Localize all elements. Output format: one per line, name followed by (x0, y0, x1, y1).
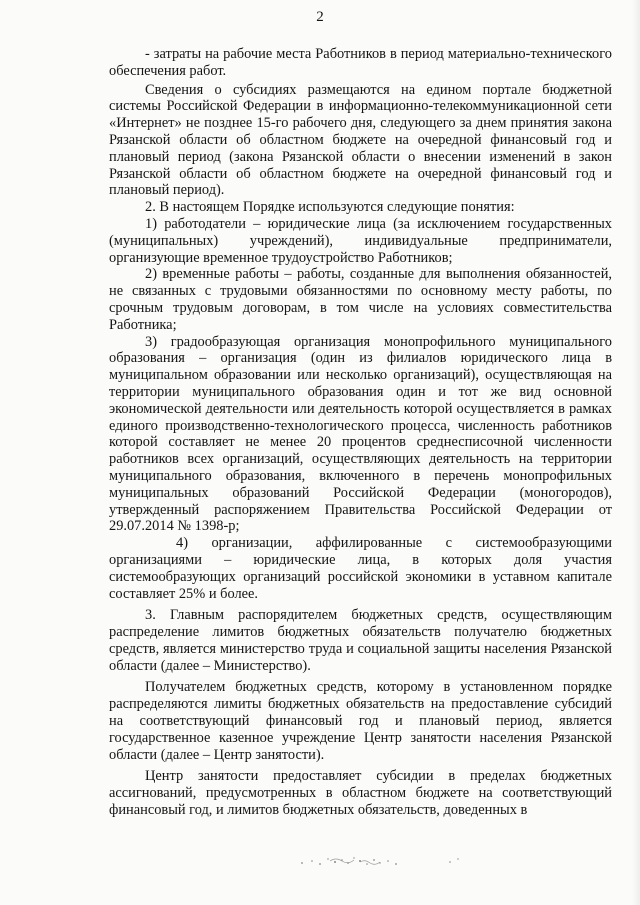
paragraph-employment-center: Центр занятости предоставляет субсидии в пределах бюджетных ассигнований, предусмотренных в областном бюджете на соответствующий финансовый год, и лимитов бюджетных обязательств, доведенных в (109, 768, 612, 819)
scan-artifact-mark (290, 849, 470, 871)
paragraph-recipient: Получателем бюджетных средств, которому в установленном порядке распределяются лимиты бюджетных обязательств на предоставление субсидий на соответствующий финансовый год и плановый период, является государственное казенное учреждение Центр занятости населения Рязанской области (далее – Центр занятости). (109, 679, 612, 763)
paragraph-main-manager: 3. Главным распорядителем бюджетных средств, осуществляющим распределение лимитов бюджетных обязательств получателю бюджетных средств, является министерство труда и социальной защиты населения Рязанской области (далее – Министерство). (109, 607, 612, 674)
scan-edge-shadow (632, 0, 640, 905)
paragraph-definitions-heading: 2. В настоящем Порядке используются следующие понятия: (145, 199, 515, 216)
paragraph-affiliated-organizations: 4) организации, аффилированные с системообразующими организациями – юридические лица, в которых доля участия системообразующих организаций российской экономики в уставном капитале составляет 25% и более. (109, 535, 612, 602)
paragraph-work-costs: - затраты на рабочие места Работников в период материально-технического обеспечения работ. (109, 46, 612, 79)
paragraph-employers: 1) работодатели – юридические лица (за исключением государственных (муниципальных) учреждений), индивидуальные предприниматели, организующие временное трудоустройство Работников; (109, 215, 612, 266)
paragraph-town-forming-organization: 3) градообразующая организация монопрофильного муниципального образования – организация (один из филиалов юридического лица в муниципальном образовании или несколько организаций), осуществляющая на территории муниципального образования один и тот же вид основной экономической деятельности или деятельность которой осуществляется в рамках единого производственно-технологического процесса, численность работников которой составляет не менее 20 процентов среднесписочной численности работников всех организаций, осуществляющих деятельность на территории муниципального образования, включенного в перечень монопрофильных муниципальных образований Российской Федерации (моногородов), утвержденный распоряжением Правительства Российской Федерации от 29.07.2014 № 1398-р; (109, 333, 612, 535)
page-number: 2 (316, 9, 324, 25)
document-body (109, 46, 612, 819)
paragraph-subsidy-info: Сведения о субсидиях размещаются на едином портале бюджетной системы Российской Федерации в информационно-телекоммуникационной сети «Интернет» не позднее 15-го рабочего дня, следующего за днем принятия закона Рязанской области об областном бюджете на очередной финансовый год и плановый период (закона Рязанской области о внесении изменений в закон Рязанской области об областном бюджете на очередной финансовый год и плановый период). (109, 81, 612, 199)
paragraph-temporary-work: 2) временные работы – работы, созданные для выполнения обязанностей, не связанных с трудовыми обязанностями по основному месту работы, по срочным трудовым договорам, в том числе на условиях совместительства Работника; (109, 266, 612, 333)
